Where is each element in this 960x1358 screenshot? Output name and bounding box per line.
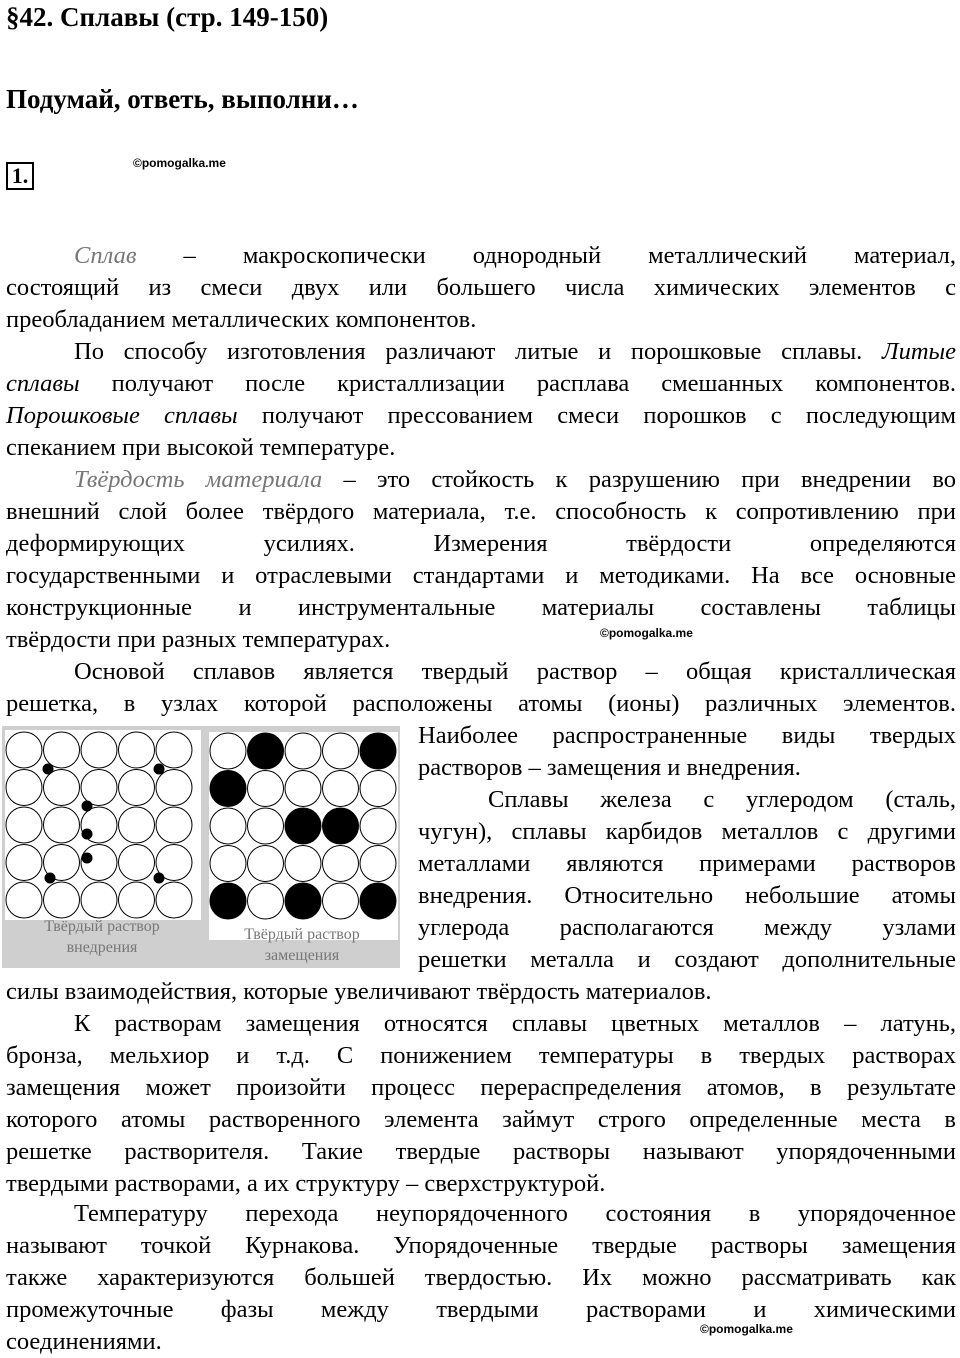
paragraph-line: также характеризуются большей твердостью. Их можно рассматривать как (6, 1264, 956, 1291)
solvent-atom (44, 732, 80, 768)
solvent-atom (6, 770, 42, 806)
solvent-atom (156, 807, 192, 843)
solvent-atom (248, 883, 284, 919)
paragraph-line: соединениями. (6, 1328, 162, 1355)
solute-atom (285, 883, 321, 919)
solute-atom (210, 771, 246, 807)
paragraph-line: Основой сплавов является твердый раствор – общая кристаллическая (74, 658, 956, 685)
interstitial-atom (82, 801, 92, 811)
paragraph-line: сплавы получают после кристаллизации расплава смешанных компонентов. (6, 370, 957, 397)
paragraph-line: силы взаимодействия, которые увеличивают твёрдость материалов. (6, 978, 712, 1005)
paragraph-line: государственными и отраслевыми стандартами и методиками. На все основные (6, 562, 956, 589)
paragraph-line: бронза, мельхиор и т.д. С понижением температуры в твердых растворах (6, 1042, 956, 1069)
solvent-atom (81, 732, 117, 768)
question-number-box: 1. (6, 162, 34, 190)
paragraph-line: Сплав – макроскопически однородный металлический материал, (74, 242, 956, 269)
solvent-atom (285, 771, 321, 807)
paragraph-line: твёрдости при разных температурах. (6, 626, 391, 653)
watermark: ©pomogalka.me (600, 626, 693, 640)
solvent-atom (285, 733, 321, 769)
solvent-atom (119, 882, 155, 918)
paragraph-line: По способу изготовления различают литые и порошковые сплавы. Литые (74, 338, 956, 365)
paragraph-line: решетке растворителя. Такие твердые растворы называют упорядоченными (6, 1138, 956, 1165)
paragraph-line: конструкционные и инструментальные материалы составлены таблицы (6, 594, 956, 621)
paragraph-line: промежуточные фазы между твердыми растворами и химическими (6, 1296, 956, 1323)
solvent-atom (323, 733, 359, 769)
solvent-atom (81, 882, 117, 918)
solvent-atom (119, 845, 155, 881)
paragraph-line: чугун), сплавы карбидов металлов с другими (418, 818, 956, 845)
interstitial-atom (45, 873, 55, 883)
solvent-atom (210, 808, 246, 844)
interstitial-atom (82, 829, 92, 839)
solid-solution-figure (2, 726, 400, 968)
paragraph-line: твердыми растворами, а их структуру – сверхструктурой. (6, 1170, 606, 1197)
interstitial-atom (154, 873, 164, 883)
solvent-atom (156, 732, 192, 768)
substitutional-caption: Твёрдый раствор замещения (244, 926, 360, 964)
paragraph-line: Сплавы железа с углеродом (сталь, (488, 786, 956, 813)
interstitial-atom (154, 764, 164, 774)
page-title: §42. Сплавы (стр. 149-150) (6, 2, 329, 32)
interstitial-caption: Твёрдый раствор внедрения (44, 918, 160, 956)
paragraph-line: деформирующих усилиях. Измерения твёрдости определяются (6, 530, 956, 557)
section-subtitle: Подумай, ответь, выполни… (6, 84, 359, 114)
solvent-atom (323, 771, 359, 807)
paragraph-line: Порошковые сплавы получают прессованием смеси порошков с последующим (6, 402, 957, 429)
solvent-atom (248, 771, 284, 807)
paragraph-line: Твёрдость материала – это стойкость к разрушению при внедрении во (74, 466, 957, 493)
solute-atom (210, 883, 246, 919)
solvent-atom (6, 845, 42, 881)
term-alloy: Сплав (74, 242, 137, 269)
solvent-atom (248, 808, 284, 844)
solute-atom (360, 733, 396, 769)
watermark: ©pomogalka.me (700, 1322, 793, 1336)
paragraph-line: решетки металла и создают дополнительные (418, 946, 956, 973)
solvent-atom (44, 770, 80, 806)
solvent-atom (119, 732, 155, 768)
paragraph-line: которого атомы растворенного элемента займут строго определенные места в (6, 1106, 956, 1133)
interstitial-atom (43, 764, 53, 774)
solvent-atom (323, 846, 359, 882)
paragraph-line: К растворам замещения относятся сплавы цветных металлов – латунь, (74, 1010, 956, 1037)
solvent-atom (6, 882, 42, 918)
solute-atom (248, 733, 284, 769)
solvent-atom (119, 770, 155, 806)
paragraph-line: состоящий из смеси двух или большего числа химических элементов с (6, 274, 956, 301)
solvent-atom (156, 770, 192, 806)
watermark: ©pomogalka.me (133, 156, 226, 170)
solvent-atom (360, 808, 396, 844)
solute-atom (285, 808, 321, 844)
solute-atom (360, 883, 396, 919)
interstitial-atom (82, 853, 92, 863)
solvent-atom (210, 733, 246, 769)
solvent-atom (248, 846, 284, 882)
solvent-atom (119, 807, 155, 843)
solvent-atom (6, 807, 42, 843)
solvent-atom (360, 771, 396, 807)
solvent-atom (323, 883, 359, 919)
paragraph-line: внедрения. Относительно небольшие атомы (418, 882, 956, 909)
solvent-atom (156, 882, 192, 918)
paragraph-line: замещения может произойти процесс перераспределения атомов, в результате (6, 1074, 956, 1101)
paragraph-line: преобладанием металлических компонентов. (6, 306, 477, 333)
solvent-atom (210, 846, 246, 882)
paragraph-line: Наиболее распространенные виды твердых (418, 722, 956, 749)
solvent-atom (44, 807, 80, 843)
solvent-atom (6, 732, 42, 768)
term-hardness: Твёрдость материала (74, 466, 323, 493)
paragraph-line: называют точкой Курнакова. Упорядоченные твердые растворы замещения (6, 1232, 956, 1259)
paragraph-line: растворов – замещения и внедрения. (418, 754, 801, 781)
paragraph-line: внешний слой более твёрдого материала, т.е. способность к сопротивлению при (6, 498, 956, 525)
solvent-atom (360, 846, 396, 882)
paragraph-line: решетка, в узлах которой расположены атомы (ионы) различных элементов. (6, 690, 956, 717)
paragraph-line: Температуру перехода неупорядоченного состояния в упорядоченное (74, 1200, 956, 1227)
paragraph-line: углерода располагаются между узлами (418, 914, 956, 941)
solvent-atom (81, 770, 117, 806)
solvent-atom (44, 882, 80, 918)
paragraph-line: металлами являются примерами растворов (418, 850, 956, 877)
paragraph-line: спеканием при высокой температуре. (6, 434, 396, 461)
solvent-atom (285, 846, 321, 882)
solute-atom (323, 808, 359, 844)
